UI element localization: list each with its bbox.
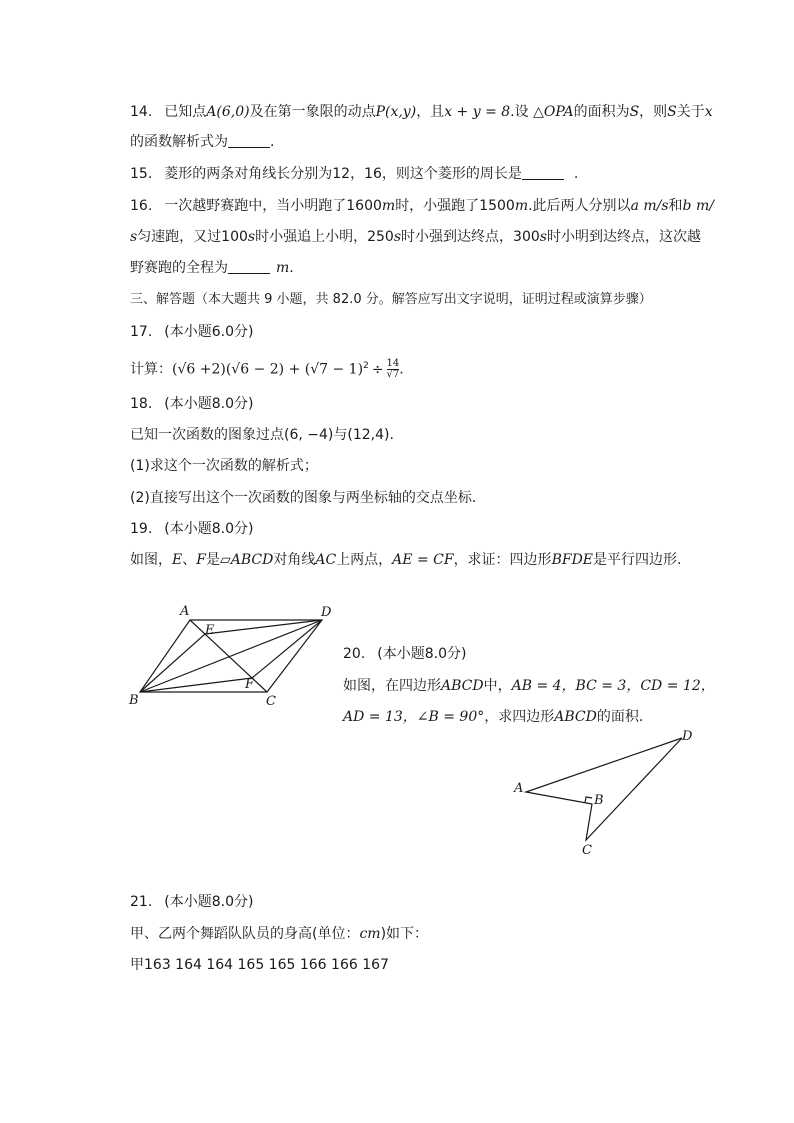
q14-equation: x + y = 8 (444, 104, 511, 120)
label-b: B (129, 693, 139, 708)
q19-point: F (196, 552, 206, 568)
section-heading: 三、解答题（本大题共 9 小题，共 82.0 分。解答应写出文字说明，证明过程或演算步骤） (130, 292, 652, 307)
q14-text: 关于 (676, 104, 705, 120)
q19-text: 对角线 (273, 552, 316, 568)
label-d: D (321, 605, 332, 620)
q17-expr: (√6 +2)(√6 − 2) + (√7 − 1) (172, 361, 364, 378)
q14-text: .设 △ (510, 104, 544, 120)
q15-text: 菱形的两条对角线长分别为12，16，则这个菱形的周长是 (164, 166, 522, 182)
q21-unit: cm (359, 926, 381, 942)
q19-text: ，求证：四边形 (453, 552, 552, 568)
q21-header (130, 892, 253, 912)
q16-text: 匀速跑，又过100 (137, 229, 248, 245)
q19-point: E (172, 552, 183, 568)
label-a: A (180, 604, 190, 619)
q19-number: 19. (130, 521, 153, 537)
q17-frac-den: √7 (386, 369, 400, 381)
answer-blank (228, 259, 270, 274)
q18-header (130, 394, 253, 414)
q16-speed-b: b m/ (682, 198, 714, 214)
q16-text: 时小强到达终点，300 (401, 229, 540, 245)
q17-divide: ÷ (371, 361, 384, 378)
q20-figure-name: ABCD (441, 678, 484, 694)
q14-text: 已知点 (164, 104, 207, 120)
q17-number: 17. (130, 324, 153, 340)
q16-unit: m (381, 198, 396, 214)
q14-line-1 (130, 102, 713, 122)
q18-line-2: (1)求这个一次函数的解析式； (130, 458, 318, 474)
q15-number: 15. (130, 166, 153, 182)
parallelogram-figure (125, 600, 345, 710)
q20-text: 中， (483, 678, 512, 694)
q16-number: 16. (130, 198, 153, 214)
q17-end: . (399, 361, 404, 378)
q17-fraction (387, 359, 400, 380)
quadrilateral-figure (510, 728, 710, 858)
q20-given: AD = 13，∠B = 90° (343, 709, 485, 725)
q16-line-2 (130, 227, 701, 247)
q17-frac-num: 14 (386, 358, 400, 370)
q19-body (130, 550, 681, 570)
label-c: C (582, 843, 592, 858)
q19-header (130, 519, 253, 539)
q14-triangle: OPA (543, 104, 574, 120)
q14-number: 14. (130, 104, 153, 120)
q19-diagonal: AC (315, 552, 337, 568)
q20-text: ，求四边形 (484, 709, 555, 725)
q16-unit: m (514, 198, 529, 214)
q17-score: (本小题6.0分) (164, 324, 254, 340)
q19-text: 是平行四边形. (593, 552, 682, 568)
q16-speed-a: a m/s (630, 198, 669, 214)
q16-line-3 (130, 258, 294, 278)
q19-text: 是▱ (205, 552, 231, 568)
q16-end: m. (276, 260, 294, 276)
q14-point-a: A(6,0) (206, 104, 250, 120)
q21-score: (本小题8.0分) (164, 894, 254, 910)
q14-text: 的函数解析式为 (130, 134, 228, 150)
q16-text: 时小强追上小明，250 (255, 229, 394, 245)
label-c: C (266, 694, 276, 709)
q19-text: 如图， (130, 552, 172, 568)
q20-number: 20. (343, 646, 366, 662)
label-b: B (594, 793, 604, 808)
q20-figure-name: ABCD (554, 709, 597, 725)
q18-number: 18. (130, 396, 153, 412)
q17-expression (130, 356, 404, 380)
q19-text: 、 (182, 552, 197, 568)
label-d: D (682, 729, 693, 744)
q19-score: (本小题8.0分) (164, 521, 254, 537)
q14-text: ，且 (416, 104, 445, 120)
q17-header (130, 322, 253, 342)
q16-unit: s (130, 229, 138, 245)
answer-blank (228, 133, 270, 148)
q21-text: )如下： (380, 926, 429, 942)
q21-text: 甲、乙两个舞蹈队队员的身高(单位： (130, 926, 360, 942)
q14-point-p: P(x,y) (375, 104, 417, 120)
q19-condition: AE = CF (392, 552, 454, 568)
q14-var-x: x (704, 104, 713, 120)
q14-var-s: S (667, 104, 677, 120)
q16-unit: s (393, 229, 402, 245)
q16-text: 野赛跑的全程为 (130, 260, 228, 276)
label-a: A (514, 781, 524, 796)
q20-given: AB = 4，BC = 3，CD = 12， (511, 678, 715, 694)
q16-text: 时，小强跑了1500 (395, 198, 515, 214)
label-f: F (245, 677, 255, 692)
q14-text: 的面积为 (573, 104, 630, 120)
q18-line-1: 已知一次函数的图象过点(6, −4)与(12,4). (130, 427, 394, 443)
q16-unit: s (539, 229, 547, 245)
q20-text: 如图，在四边形 (343, 678, 441, 694)
q17-exponent: 2 (363, 361, 369, 371)
q19-text: 上两点， (336, 552, 393, 568)
q16-text: 和 (668, 198, 683, 214)
q19-figure-name: BFDE (551, 552, 594, 568)
q17-calc-label: 计算： (130, 361, 172, 378)
label-e: E (205, 623, 215, 638)
q16-text: 一次越野赛跑中，当小明跑了1600 (164, 198, 382, 214)
q14-var-s: S (629, 104, 640, 120)
q16-line-1 (130, 196, 714, 216)
q21-line-1 (130, 924, 428, 944)
q14-line-2 (130, 132, 274, 152)
answer-blank (522, 165, 564, 180)
q15-line (130, 164, 578, 184)
q16-text: .此后两人分别以 (528, 198, 631, 214)
q21-number: 21. (130, 894, 153, 910)
q20-line-1 (343, 676, 715, 696)
q18-line-3: (2)直接写出这个一次函数的图象与两坐标轴的交点坐标. (130, 490, 477, 506)
q19-figure-name: ABCD (230, 552, 274, 568)
q16-text: 时小明到达终点，这次越 (546, 229, 701, 245)
q14-end: . (270, 134, 275, 150)
q14-text: ，则 (639, 104, 668, 120)
q14-text: 及在第一象限的动点 (249, 104, 376, 120)
q16-unit: s (247, 229, 256, 245)
q21-line-2: 甲163 164 164 165 165 166 166 167 (130, 957, 389, 973)
q20-score: (本小题8.0分) (377, 646, 467, 662)
q20-text: 的面积. (596, 709, 644, 725)
q20-header (343, 644, 466, 664)
q15-end: . (573, 166, 579, 182)
q18-score: (本小题8.0分) (164, 396, 254, 412)
q20-line-2 (343, 707, 643, 727)
